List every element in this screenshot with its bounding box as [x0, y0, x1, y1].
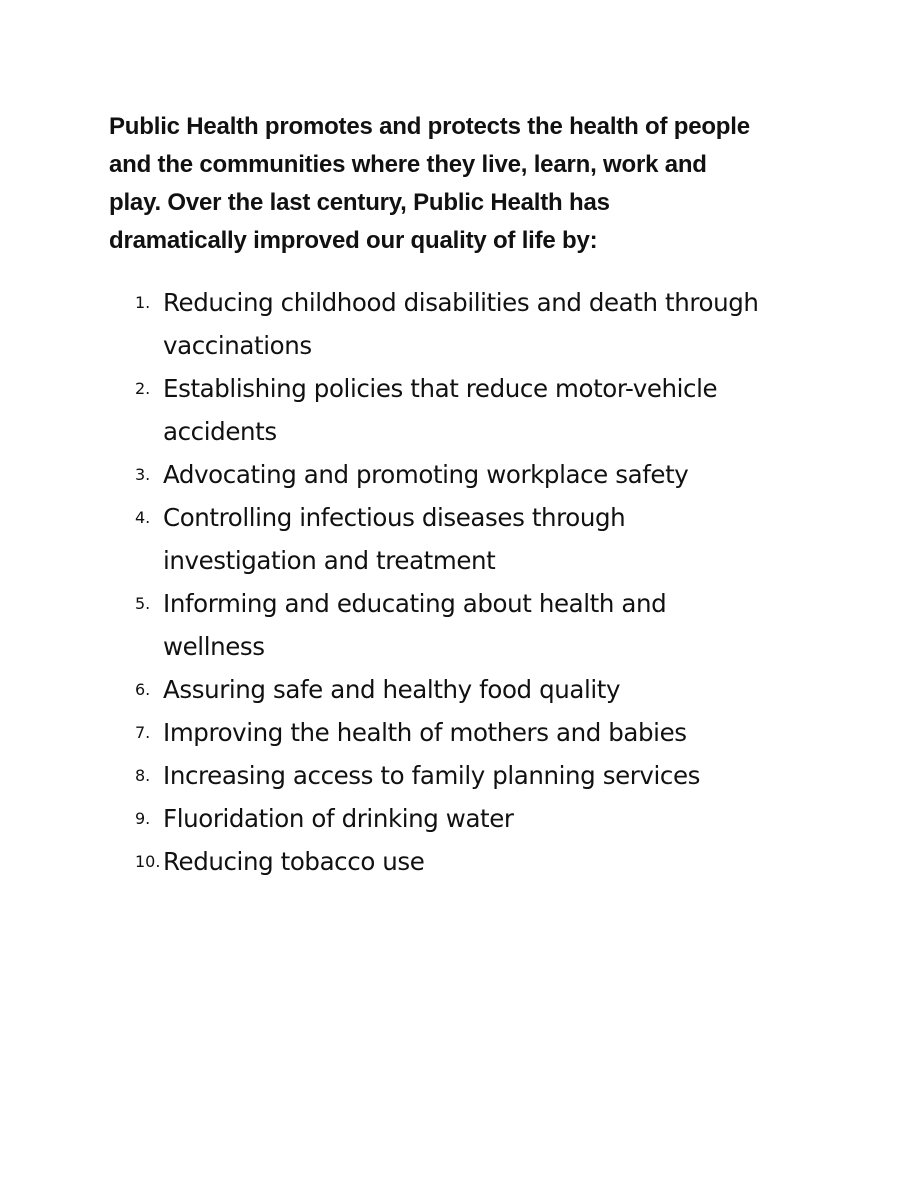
list-item-number: 3. [135, 465, 151, 484]
list-item-number: 2. [135, 379, 151, 398]
list-item-text: Advocating and promoting workplace safety [163, 460, 689, 489]
list-item [135, 668, 835, 711]
list-item-text: Assuring safe and healthy food quality [163, 675, 621, 704]
list-item-number: 6. [135, 680, 151, 699]
list-item [135, 711, 835, 754]
list-item [135, 367, 835, 453]
achievements-list [135, 281, 835, 883]
list-item [135, 797, 835, 840]
list-item-text: Reducing tobacco use [163, 847, 425, 876]
list-item-text: Establishing policies that reduce motor-vehicle accidents [163, 374, 718, 446]
list-item-number: 1. [135, 293, 151, 312]
list-item [135, 840, 835, 883]
list-item-number: 7. [135, 723, 151, 742]
list-item-text: Controlling infectious diseases through investigation and treatment [163, 503, 626, 575]
list-item-number: 5. [135, 594, 151, 613]
list-item-text: Improving the health of mothers and babies [163, 718, 687, 747]
list-item-text: Increasing access to family planning services [163, 761, 701, 790]
list-item [135, 496, 835, 582]
list-item-number: 4. [135, 508, 151, 527]
intro-paragraph: Public Health promotes and protects the health of people and the communities where they live, learn, work and play. Over the last century, Public Health has dramatically improved our quality of life by: [109, 113, 750, 254]
list-item [135, 582, 835, 668]
list-item-number: 8. [135, 766, 151, 785]
list-item [135, 754, 835, 797]
list-item-text: Informing and educating about health and wellness [163, 589, 667, 661]
list-item [135, 281, 835, 367]
list-item-text: Fluoridation of drinking water [163, 804, 514, 833]
list-item-number: 10. [135, 852, 161, 871]
list-item-number: 9. [135, 809, 151, 828]
list-item-text: Reducing childhood disabilities and death through vaccinations [163, 288, 759, 360]
list-item [135, 453, 835, 496]
